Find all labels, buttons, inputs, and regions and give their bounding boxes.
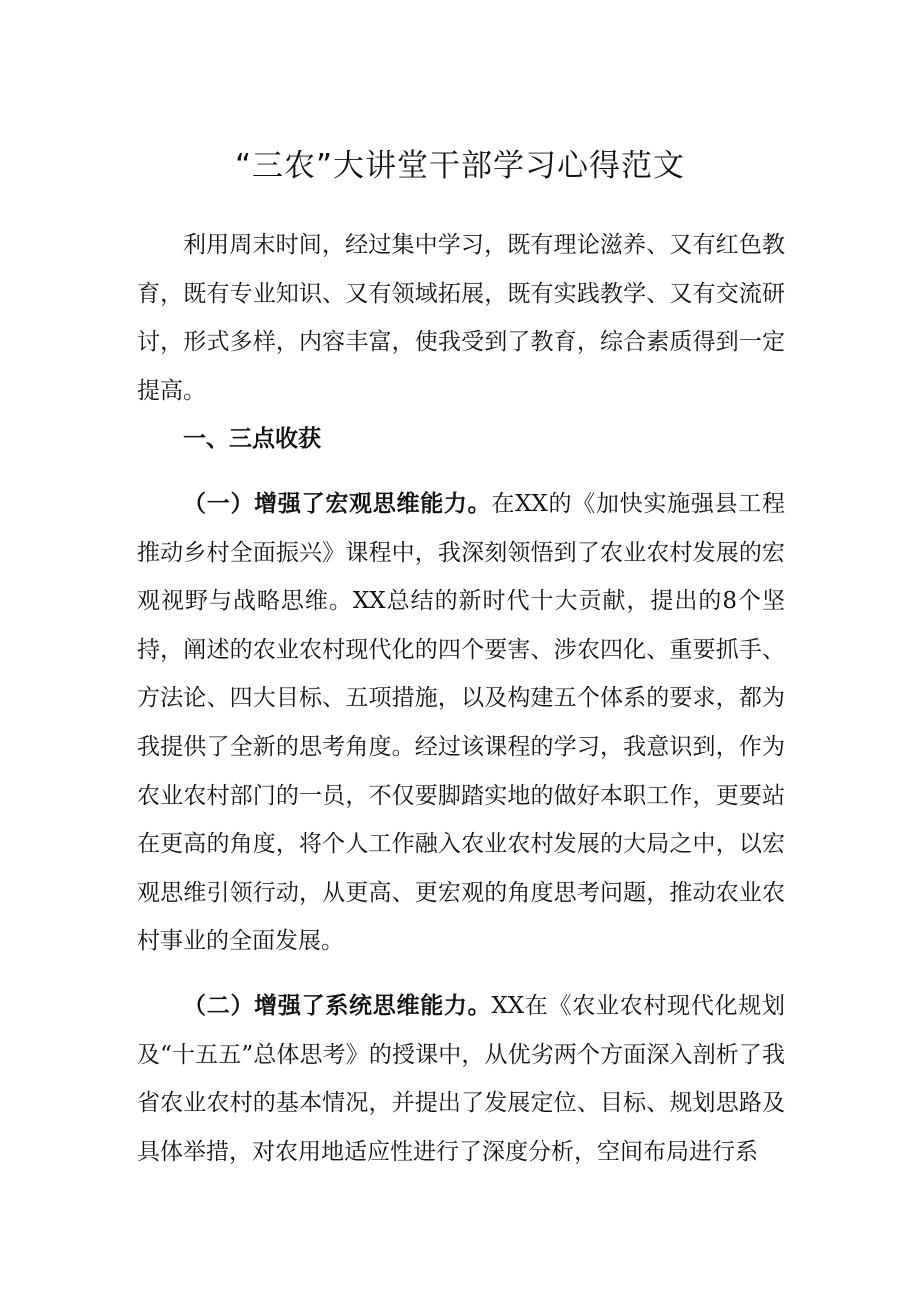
item-text-1: 在XX的《加快实施强县工程推动乡村全面振兴》课程中，我深刻领悟到了农业农村发展的宏观视野与战略思维。XX总结的新时代十大贡献，提出的8个坚持，阐述的农业农村现代化的四个要害、涉农四化、重要抓手、方法论、四大目标、五项措施，以及构建五个体系的要求，都为我提供了全新的思考角度。经过该课程的学习，我意识到，作为农业农村部门的一员，不仅要脚踏实地的做好本职工作，更要站在更高的角度，将个人工作融入农业农村发展的大局之中，以宏观思维引领行动，从更高、更宏观的角度思考问题，推动农业农村事业的全面发展。 [137, 490, 785, 955]
intro-paragraph: 利用周末时间，经过集中学习，既有理论滋养、又有红色教育，既有专业知识、又有领域拓展，既有实践教学、又有交流研讨，形式多样，内容丰富，使我受到了教育，综合素质得到一定提高。 [137, 232, 785, 404]
document-body [137, 221, 785, 1176]
item-lead-1: （一）增强了宏观思维能力。 [183, 490, 492, 517]
item-paragraph-1 [137, 480, 785, 966]
document-title: “三农”大讲堂干部学习心得范文 [234, 148, 686, 184]
section-heading: 一、三点收获 [183, 426, 321, 453]
item-text-2: XX在《农业农村现代化规划及“十五五”总体思考》的授课中，从优劣两个方面深入剖析了我省农业农村的基本情况，并提出了发展定位、目标、规划思路及具体举措，对农用地适应性进行了深度分析，空间布局进行系 [137, 992, 785, 1165]
item-paragraph-2 [137, 982, 785, 1176]
item-lead-2: （二）增强了系统思维能力。 [183, 992, 492, 1019]
